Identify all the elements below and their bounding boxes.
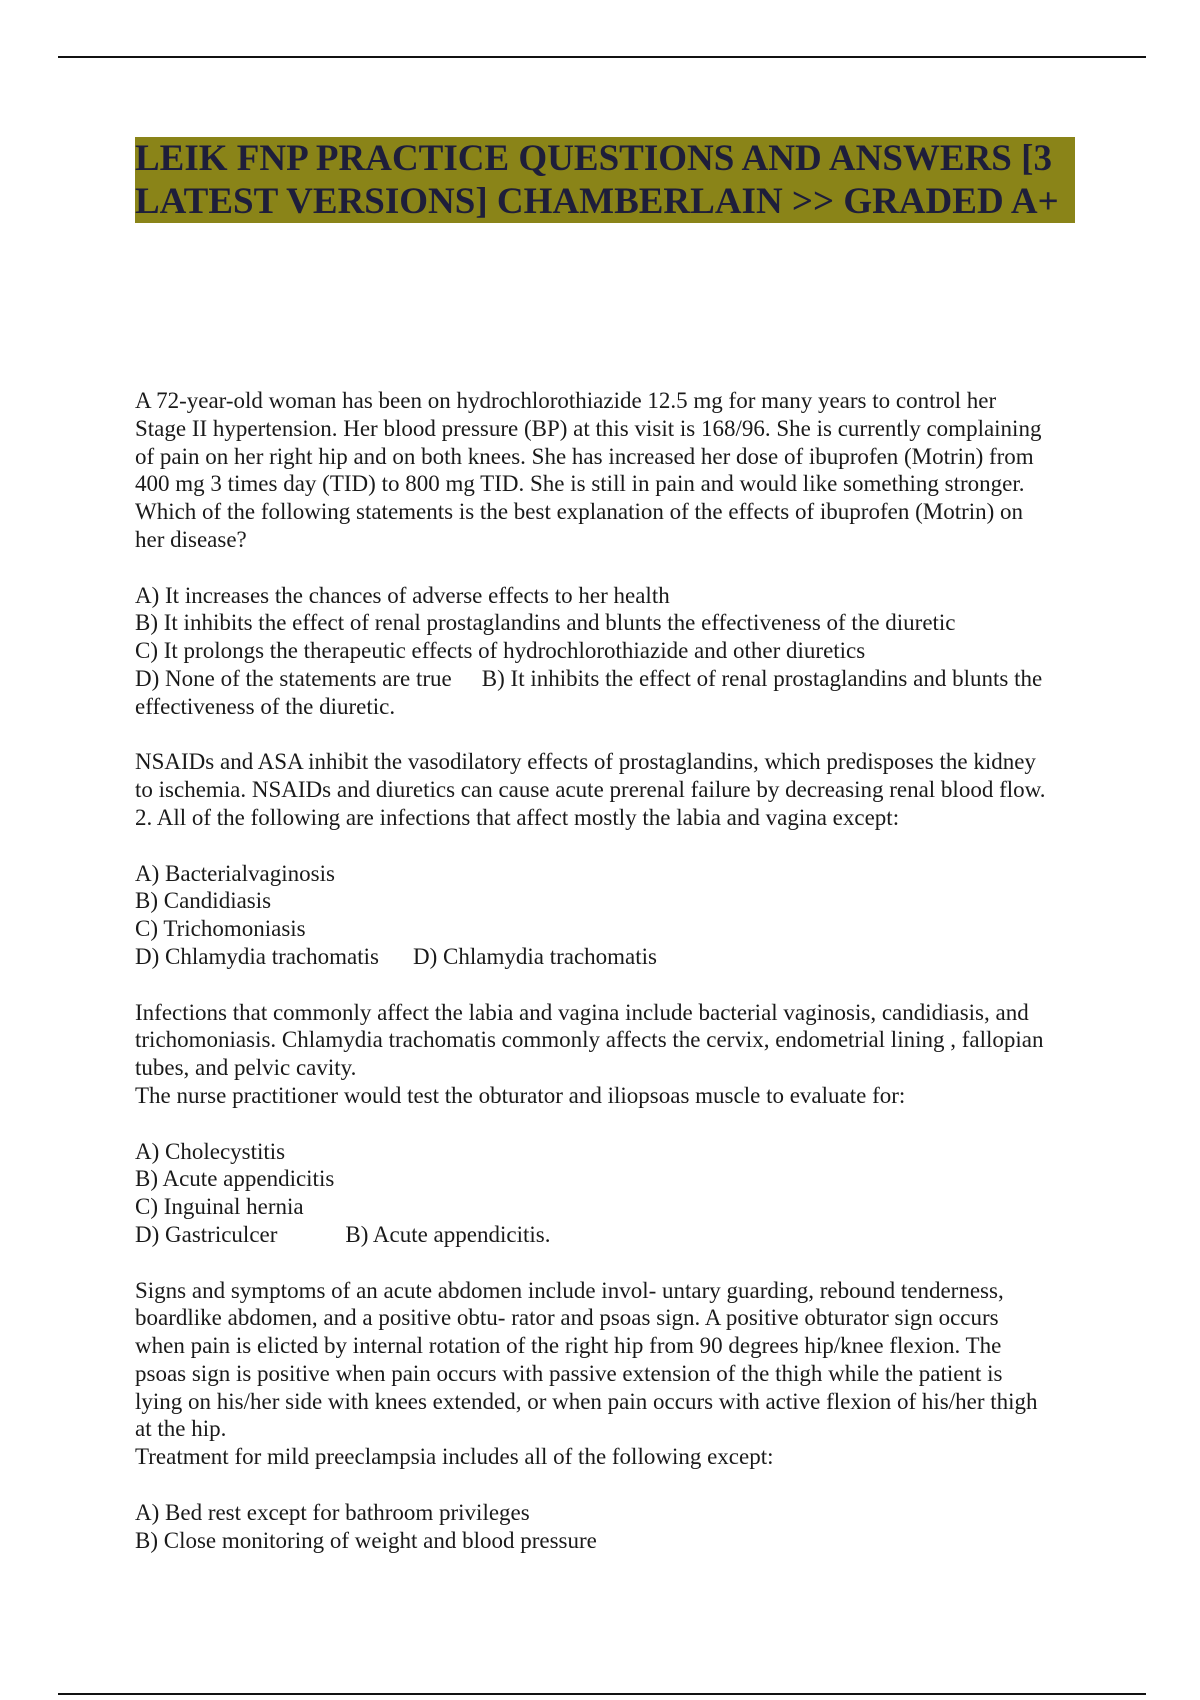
answer-option-with-answer (135, 943, 1095, 971)
question-stem-line: A 72-year-old woman has been on hydrochlorothiazide 12.5 mg for many years to control her (135, 388, 997, 413)
document-body (135, 387, 1095, 1554)
answer-option: B) Acute appendicitis (135, 1166, 335, 1192)
rationale-line: when pain is elicted by internal rotation of the right hip from 90 degrees hip/knee flexion. The (135, 1333, 1002, 1359)
title-line-2: LATEST VERSIONS] CHAMBERLAIN >> GRADED A+ (135, 181, 1059, 222)
question-stem-line: her disease? (135, 526, 247, 552)
answer-option: A) Cholecystitis (135, 1138, 286, 1164)
answer-option-with-answer (135, 665, 1095, 693)
answer-option: A) It increases the chances of adverse effects to her health (135, 582, 670, 608)
answer-option: B) It inhibits the effect of renal prostaglandins and blunts the effectiveness of the diuretic (135, 610, 956, 636)
top-rule (58, 56, 1146, 58)
question-stem-line: Stage II hypertension. Her blood pressure (BP) at this visit is 168/96. She is currently complaining (135, 415, 1042, 441)
question-3 (135, 1082, 1095, 1443)
answer-option: D) Chlamydia trachomatis (135, 943, 379, 969)
answer-option: A) Bacterialvaginosis (135, 860, 335, 886)
rationale-line: Infections that commonly affect the labia and vagina include bacterial vaginosis, candidiasis, and (135, 999, 1029, 1025)
title-line-1: LEIK FNP PRACTICE QUESTIONS AND ANSWERS [3 (135, 138, 1052, 179)
rationale-line: tubes, and pelvic cavity. (135, 1055, 357, 1081)
rationale-line: NSAIDs and ASA inhibit the vasodilatory effects of prostaglandins, which predisposes the kidney (135, 749, 1036, 775)
answer-option-with-answer (135, 1221, 1095, 1249)
correct-answer-continued: effectiveness of the diuretic. (135, 693, 396, 719)
rationale-line: Signs and symptoms of an acute abdomen include invol- untary guarding, rebound tenderness, (135, 1277, 1004, 1303)
rationale-line: at the hip. (135, 1416, 227, 1442)
answer-option: B) Close monitoring of weight and blood pressure (135, 1527, 597, 1553)
rationale-line: lying on his/her side with knees extended, or when pain occurs with active flexion of his/her thigh (135, 1388, 1038, 1414)
document-title (135, 137, 1075, 223)
answer-option: D) Gastriculcer (135, 1221, 278, 1247)
question-stem: The nurse practitioner would test the obturator and iliopsoas muscle to evaluate for: (135, 1082, 906, 1108)
rationale-line: psoas sign is positive when pain occurs with passive extension of the thigh while the patient is (135, 1360, 1003, 1386)
answer-option: C) Trichomoniasis (135, 916, 306, 942)
bottom-rule (58, 1693, 1146, 1695)
rationale-line: to ischemia. NSAIDs and diuretics can cause acute prerenal failure by decreasing renal blood flow. (135, 777, 1046, 803)
rationale-line: boardlike abdomen, and a positive obtu- rator and psoas sign. A positive obturator sign occurs (135, 1305, 999, 1331)
question-2 (135, 804, 1095, 1082)
rationale-line: trichomoniasis. Chlamydia trachomatis commonly affects the cervix, endometrial lining , fallopian (135, 1027, 1044, 1053)
correct-answer: B) It inhibits the effect of renal prostaglandins and blunts the (481, 665, 1043, 691)
question-stem-line: 400 mg 3 times day (TID) to 800 mg TID. She is still in pain and would like something stronger. (135, 471, 1025, 497)
answer-option: C) It prolongs the therapeutic effects of hydrochlorothiazide and other diuretics (135, 638, 866, 664)
question-stem-line: Which of the following statements is the best explanation of the effects of ibuprofen (Motrin) on (135, 499, 1024, 525)
question-stem: Treatment for mild preeclampsia includes all of the following except: (135, 1444, 774, 1470)
correct-answer: D) Chlamydia trachomatis (413, 943, 657, 969)
question-stem: 2. All of the following are infections that affect mostly the labia and vagina except: (135, 804, 900, 830)
question-stem-line: of pain on her right hip and on both knees. She has increased her dose of ibuprofen (Motrin) from (135, 443, 1034, 469)
answer-option: A) Bed rest except for bathroom privileges (135, 1499, 530, 1525)
question-4 (135, 1443, 1095, 1554)
answer-option: C) Inguinal hernia (135, 1194, 304, 1220)
question-1 (135, 387, 1095, 804)
answer-option: B) Candidiasis (135, 888, 272, 914)
correct-answer: B) Acute appendicitis. (345, 1221, 551, 1247)
answer-option: D) None of the statements are true (135, 665, 452, 691)
